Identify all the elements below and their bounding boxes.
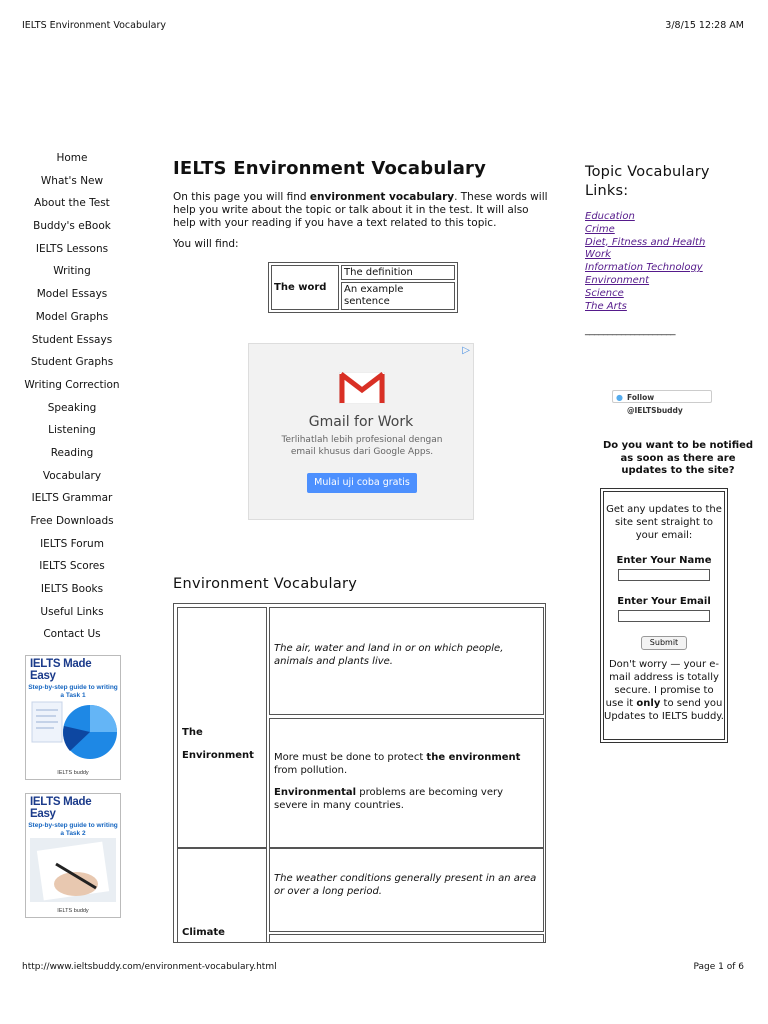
nav-about-the-test[interactable]: About the Test: [34, 197, 110, 210]
ebook-task2-cover[interactable]: [25, 793, 121, 918]
vocab-definition-cell: [269, 607, 544, 715]
nav-vocabulary[interactable]: Vocabulary: [42, 469, 102, 482]
nav-ielts-forum[interactable]: IELTS Forum: [40, 537, 104, 550]
nav-student-graphs[interactable]: Student Graphs: [30, 356, 114, 369]
nav-contact-us[interactable]: Contact Us: [43, 628, 101, 641]
left-nav: [22, 150, 122, 649]
topic-link-science[interactable]: Science: [585, 287, 624, 299]
book-title: IELTS Made Easy: [26, 794, 120, 820]
nav-ielts-lessons[interactable]: IELTS Lessons: [35, 242, 109, 255]
nav-home[interactable]: Home: [56, 152, 88, 164]
vocab-examples: More must be done to protect the environment from pollution. Environmental problems are becoming very severe in many countries.: [274, 752, 521, 811]
submit-button[interactable]: Submit: [641, 636, 687, 650]
nav-ielts-scores[interactable]: IELTS Scores: [39, 560, 105, 573]
nav-free-downloads[interactable]: Free Downloads: [30, 515, 114, 527]
nav-writing[interactable]: Writing: [53, 265, 91, 278]
gmail-logo-icon: [339, 372, 385, 404]
vocab-word: Climate: [182, 927, 225, 938]
topic-link-education[interactable]: Education: [585, 211, 635, 222]
nav-listening[interactable]: Listening: [48, 424, 96, 437]
gmail-ad[interactable]: [248, 343, 474, 520]
notify-heading: Do you want to be notified as soon as there are updates to the site?: [602, 440, 754, 476]
book-subtitle: Step-by-step guide to writing a Task 1: [28, 684, 118, 699]
twitter-follow-button[interactable]: [612, 390, 712, 415]
nav-model-essays[interactable]: Model Essays: [36, 288, 108, 301]
ad-title: Gmail for Work: [308, 414, 414, 430]
page-title: IELTS Environment Vocabulary: [173, 158, 487, 179]
email-label: Enter Your Email: [617, 596, 711, 607]
nav-writing-correction[interactable]: Writing Correction: [24, 378, 120, 391]
nav-student-essays[interactable]: Student Essays: [31, 333, 113, 346]
legend-word: The word: [271, 265, 339, 310]
email-field[interactable]: [618, 610, 710, 622]
privacy-note: Don't worry — your e-mail address is totally secure. I promise to use it only to send you Updates to IELTS buddy.: [604, 659, 724, 722]
nav-ielts-grammar[interactable]: IELTS Grammar: [31, 492, 113, 505]
intro-paragraph: On this page you will find environment vocabulary. These words will help you write about the topic or talk about it in the test. It will also help with your reading if you have a text related to this topic.: [173, 191, 548, 229]
nav-useful-links[interactable]: Useful Links: [40, 605, 104, 618]
nav-reading[interactable]: Reading: [50, 446, 94, 459]
topic-links-heading: Topic Vocabulary Links:: [585, 164, 710, 199]
nav-ielts-books[interactable]: IELTS Books: [40, 583, 104, 596]
twitter-bird-icon: ●: [616, 393, 623, 402]
print-header-datetime: 3/8/15 12:28 AM: [665, 20, 744, 31]
book-footer: IELTS buddy: [57, 908, 89, 914]
book-footer: IELTS buddy: [57, 770, 89, 776]
topic-link-crime[interactable]: Crime: [585, 223, 615, 235]
vocab-example-cell: [269, 934, 544, 943]
print-header-title: IELTS Environment Vocabulary: [22, 20, 166, 31]
vocab-definition-cell: [269, 848, 544, 932]
topic-link-diet[interactable]: Diet, Fitness and Health: [585, 236, 706, 248]
legend-example: An example sentence: [341, 282, 455, 310]
nav-speaking[interactable]: Speaking: [47, 401, 97, 414]
nav-buddys-ebook[interactable]: Buddy's eBook: [33, 220, 111, 233]
form-intro: Get any updates to the site sent straight to your email:: [606, 504, 722, 541]
divider-line: ____________________: [585, 325, 675, 337]
book-subtitle: Step-by-step guide to writing a Task 2: [28, 822, 118, 837]
ad-subtitle: Terlihatlah lebih profesional dengan email khusus dari Google Apps.: [281, 435, 443, 457]
nav-whats-new[interactable]: What's New: [40, 174, 104, 187]
adchoices-icon[interactable]: ▷: [462, 345, 470, 356]
print-footer-url: http://www.ieltsbuddy.com/environment-vocabulary.html: [22, 962, 277, 972]
follow-label: Follow @IELTSbuddy: [627, 393, 683, 415]
vocab-definition: The air, water and land in or on which people, animals and plants live.: [274, 643, 504, 667]
topic-link-environment[interactable]: Environment: [585, 274, 650, 286]
vocab-example-cell: [269, 718, 544, 848]
vocab-word: The Environment: [182, 727, 254, 761]
vocab-word-cell: [177, 848, 267, 943]
print-footer-page: Page 1 of 6: [693, 962, 744, 972]
writing-hand-illustration: [26, 834, 120, 906]
you-will-find-text: You will find:: [173, 238, 239, 250]
ad-cta-button[interactable]: Mulai uji coba gratis: [307, 473, 417, 493]
legend-definition: The definition: [341, 265, 455, 280]
pie-chart-illustration: [26, 696, 120, 766]
vocab-word-cell: [177, 607, 267, 848]
right-sidebar: [585, 163, 745, 336]
nav-model-graphs[interactable]: Model Graphs: [35, 310, 109, 323]
topic-link-work[interactable]: Work: [585, 249, 611, 261]
topic-link-arts[interactable]: The Arts: [585, 300, 627, 312]
topic-link-it[interactable]: Information Technology: [585, 262, 703, 274]
vocab-definition: The weather conditions generally present in an area or over a long period.: [274, 873, 537, 897]
ebook-task1-cover[interactable]: [25, 655, 121, 780]
main-content: [173, 158, 553, 250]
vocab-table: [173, 603, 546, 943]
name-label: Enter Your Name: [616, 555, 712, 566]
name-field[interactable]: [618, 569, 710, 581]
section-title: Environment Vocabulary: [173, 576, 358, 592]
newsletter-form: [600, 488, 728, 743]
topic-links-list: [585, 211, 745, 313]
book-title: IELTS Made Easy: [26, 656, 120, 682]
legend-table: [268, 262, 458, 313]
